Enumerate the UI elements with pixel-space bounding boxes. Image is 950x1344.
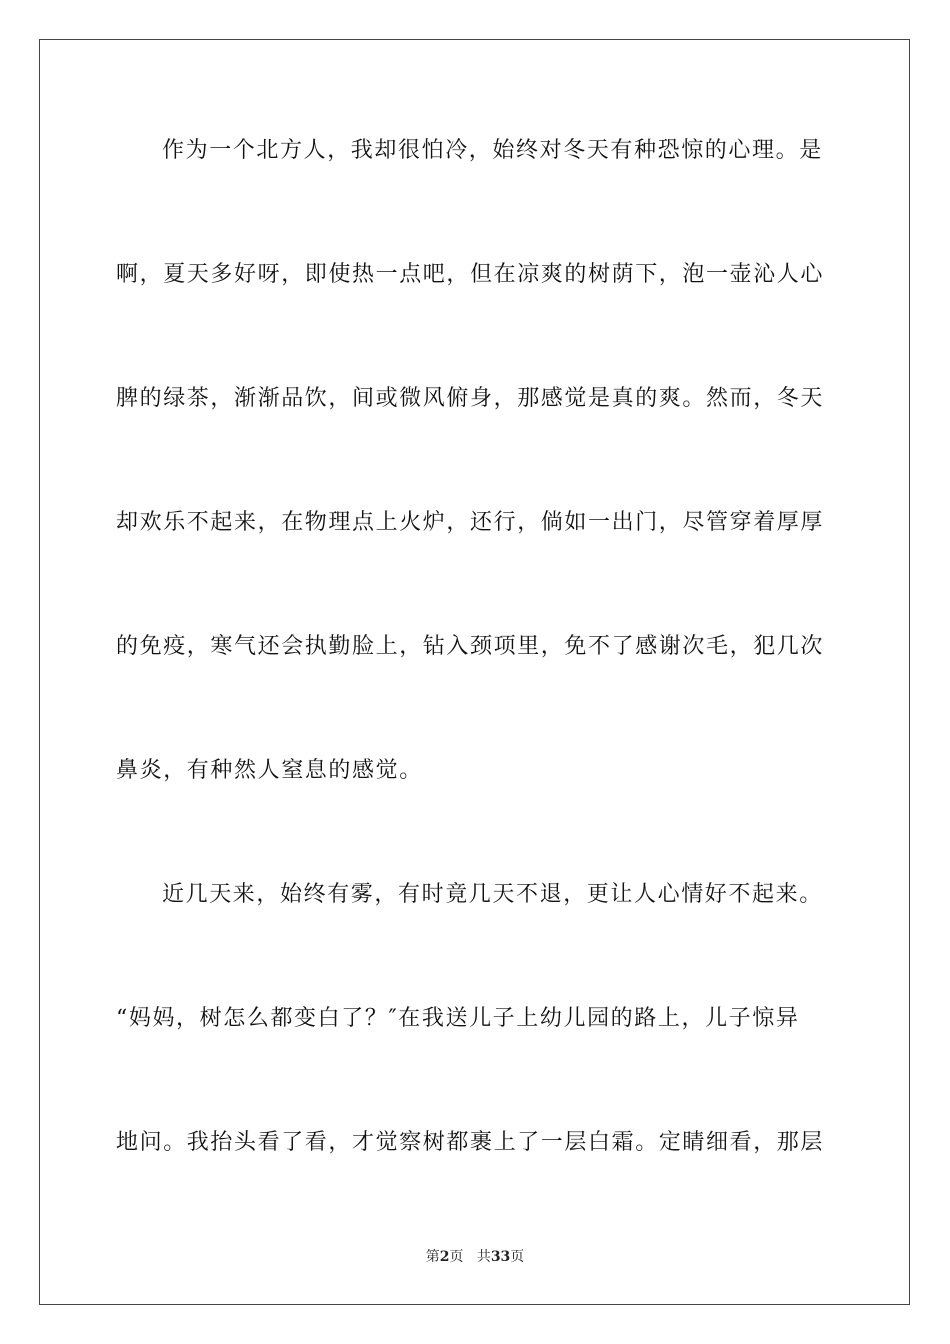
paragraph-1-line-4: 却欢乐不起来，在物理点上火炉，还行，倘如一出门，尽管穿着厚厚 bbox=[116, 510, 825, 535]
paragraph-1-line-2: 啊，夏天多好呀，即使热一点吧，但在凉爽的树荫下，泡一壶沁人心 bbox=[116, 262, 825, 287]
page-footer bbox=[0, 1247, 950, 1267]
page-border bbox=[39, 39, 910, 1305]
page-suffix: 页 bbox=[449, 1249, 464, 1265]
paragraph-1-line-3: 脾的绿茶，渐渐品饮，间或微风俯身，那感觉是真的爽。然而，冬天 bbox=[116, 386, 825, 411]
paragraph-1-line-5: 的免疫，寒气还会执勤脸上，钻入颈项里，免不了感谢次毛，犯几次 bbox=[116, 634, 825, 659]
paragraph-2-line-1: 近几天来，始终有雾，有时竟几天不退，更让人心情好不起来。 bbox=[162, 882, 823, 907]
page-prefix: 第 bbox=[425, 1249, 440, 1265]
total-prefix: 共 bbox=[476, 1249, 491, 1265]
paragraph-1-line-6: 鼻炎，有种然人窒息的感觉。 bbox=[116, 758, 423, 783]
total-suffix: 页 bbox=[510, 1249, 525, 1265]
page-number: 2 bbox=[439, 1249, 450, 1265]
paragraph-2-line-2: “妈妈，树怎么都变白了？″在我送儿子上幼儿园的路上，儿子惊异 bbox=[116, 1006, 800, 1031]
paragraph-1-line-1: 作为一个北方人，我却很怕冷，始终对冬天有种恐惊的心理。是 bbox=[162, 138, 823, 163]
total-pages: 33 bbox=[490, 1249, 511, 1265]
paragraph-2-line-3: 地问。我抬头看了看，才觉察树都裹上了一层白霜。定睛细看，那层 bbox=[116, 1130, 825, 1155]
